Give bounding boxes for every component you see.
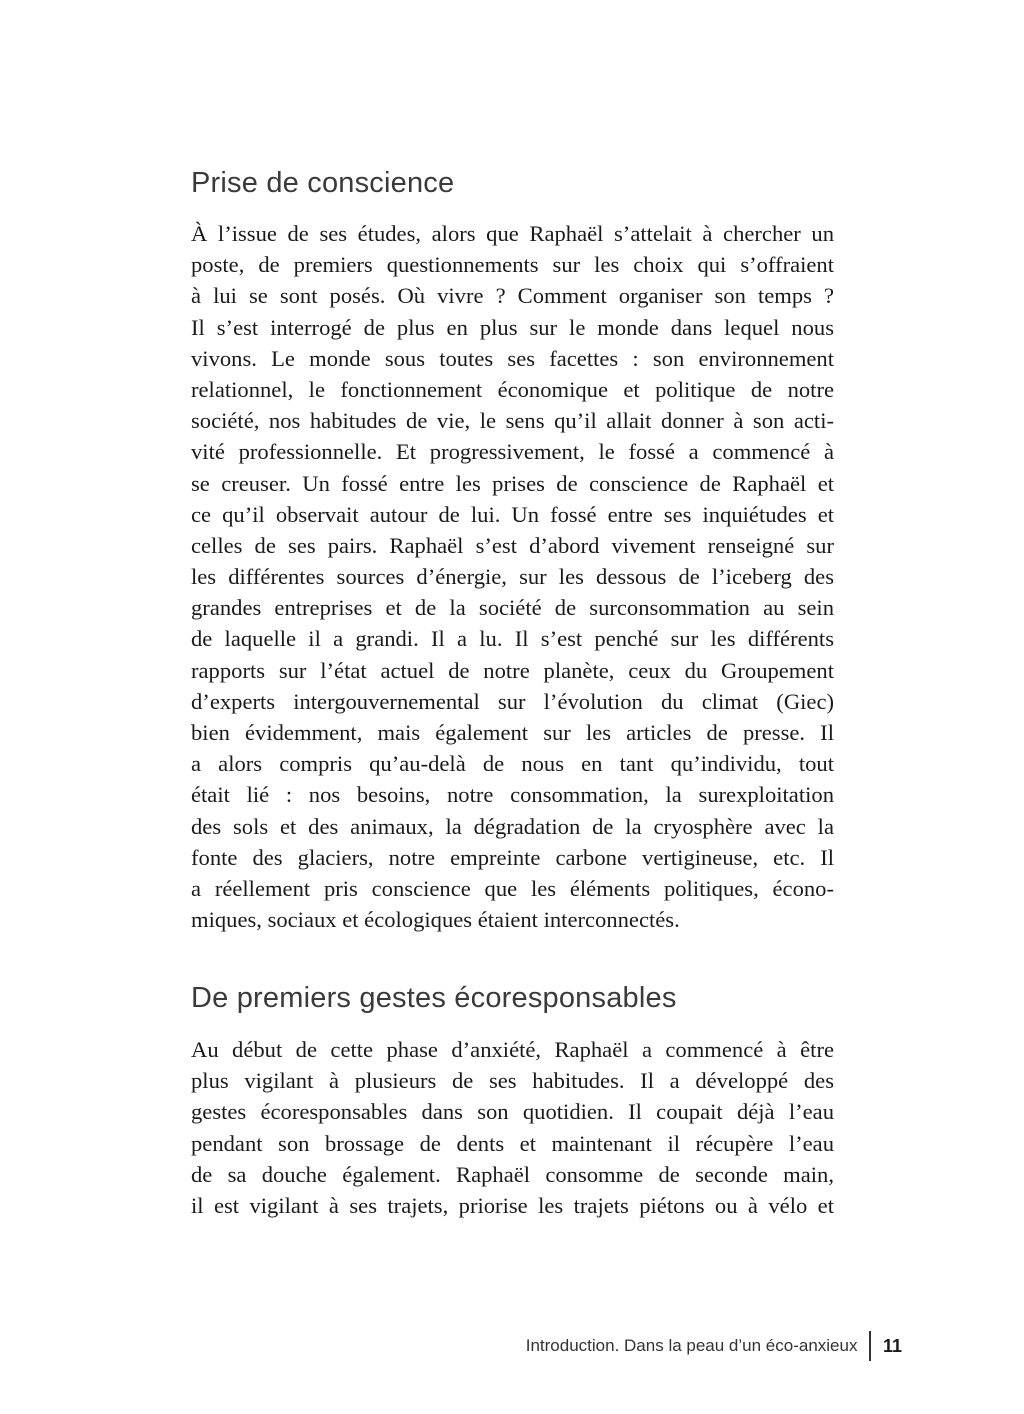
text-line: société, nos habitudes de vie, le sens qu’il allait donner à son acti-: [191, 408, 834, 434]
text-line: gestes écoresponsables dans son quotidien. Il coupait déjà l’eau: [191, 1099, 834, 1125]
footer-divider: [869, 1331, 871, 1361]
text-line: celles de ses pairs. Raphaël s’est d’abord vivement renseigné sur: [191, 532, 834, 558]
text-line: a alors compris qu’au-delà de nous en tant qu’individu, tout: [191, 751, 834, 777]
text-line: À l’issue de ses études, alors que Raphaël s’attelait à chercher un: [191, 221, 834, 246]
text-line: à lui se sont posés. Où vivre ? Comment organiser son temps ?: [191, 283, 834, 309]
page-footer: [526, 1332, 902, 1360]
text-line: de laquelle il a grandi. Il a lu. Il s’est penché sur les différents: [191, 626, 834, 652]
text-line: a réellement pris conscience que les éléments politiques, écono-: [191, 875, 834, 901]
text-line: des sols et des animaux, la dégradation de la cryosphère avec la: [191, 813, 834, 839]
text-line: vivons. Le monde sous toutes ses facettes : son environnement: [191, 345, 834, 371]
text-line: d’experts intergouvernemental sur l’évolution du climat (Giec): [191, 688, 834, 714]
text-line: les différentes sources d’énergie, sur les dessous de l’iceberg des: [191, 564, 834, 590]
section-heading-prise-de-conscience: Prise de conscience: [191, 167, 455, 199]
paragraph-premiers-gestes: [191, 1034, 834, 1221]
text-line: relationnel, le fonctionnement économique et politique de notre: [191, 376, 834, 402]
text-line: ce qu’il observait autour de lui. Un fossé entre ses inquiétudes et: [191, 501, 834, 527]
section-heading-premiers-gestes: De premiers gestes écoresponsables: [191, 982, 677, 1014]
page-number: 11: [882, 1335, 902, 1356]
text-line: vité professionnelle. Et progressivement, le fossé a commencé à: [191, 439, 834, 465]
text-line: pendant son brossage de dents et maintenant il récupère l’eau: [191, 1130, 834, 1156]
text-line: bien évidemment, mais également sur les articles de presse. Il: [191, 720, 834, 745]
text-line: plus vigilant à plusieurs de ses habitudes. Il a développé des: [191, 1068, 834, 1094]
text-line: fonte des glaciers, notre empreinte carbone vertigineuse, etc. Il: [191, 844, 834, 870]
text-line: Au début de cette phase d’anxiété, Raphaël a commencé à être: [191, 1037, 834, 1062]
running-title: Introduction. Dans la peau d’un éco-anxieux: [525, 1336, 858, 1355]
text-line: Il s’est interrogé de plus en plus sur le monde dans lequel nous: [191, 314, 834, 340]
text-line: était lié : nos besoins, notre consommation, la surexploitation: [191, 782, 834, 808]
text-line: grandes entreprises et de la société de surconsommation au sein: [191, 595, 834, 621]
text-line: se creuser. Un fossé entre les prises de conscience de Raphaël et: [191, 470, 834, 496]
paragraph-prise-de-conscience: [191, 218, 834, 935]
text-line: de sa douche également. Raphaël consomme de seconde main,: [191, 1161, 834, 1187]
text-line: poste, de premiers questionnements sur les choix qui s’offraient: [191, 252, 834, 278]
text-line: il est vigilant à ses trajets, priorise les trajets piétons ou à vélo et: [191, 1192, 834, 1218]
text-line: rapports sur l’état actuel de notre planète, ceux du Groupement: [191, 657, 834, 683]
text-line: miques, sociaux et écologiques étaient interconnectés.: [191, 907, 680, 933]
